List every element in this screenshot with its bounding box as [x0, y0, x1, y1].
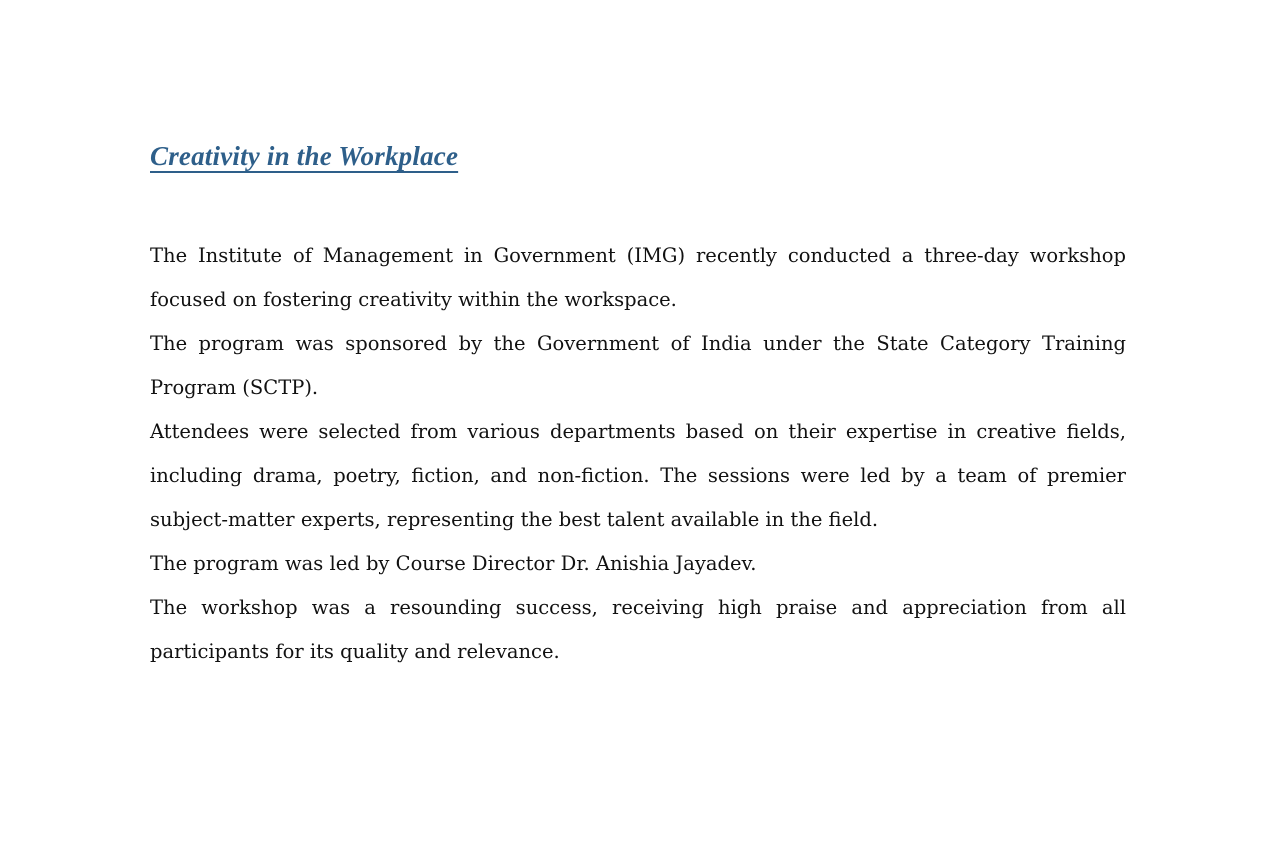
- page-title: Creativity in the Workplace: [150, 141, 459, 171]
- document-content: [150, 140, 1126, 674]
- paragraph: The program was sponsored by the Government of India under the State Category Training Program (SCTP).: [150, 332, 1126, 400]
- paragraph: The Institute of Management in Government (IMG) recently conducted a three-day workshop focused on fostering creativity within the workspace.: [150, 244, 1126, 312]
- document-body: [150, 234, 1126, 674]
- paragraph: Attendees were selected from various departments based on their expertise in creative fields, including drama, poetry, fiction, and non-fiction. The sessions were led by a team of premier subject-matter experts, representing the best talent available in the field.: [150, 420, 1126, 532]
- paragraph: The program was led by Course Director Dr. Anishia Jayadev.: [150, 552, 757, 576]
- paragraph: The workshop was a resounding success, receiving high praise and appreciation from all participants for its quality and relevance.: [150, 596, 1126, 664]
